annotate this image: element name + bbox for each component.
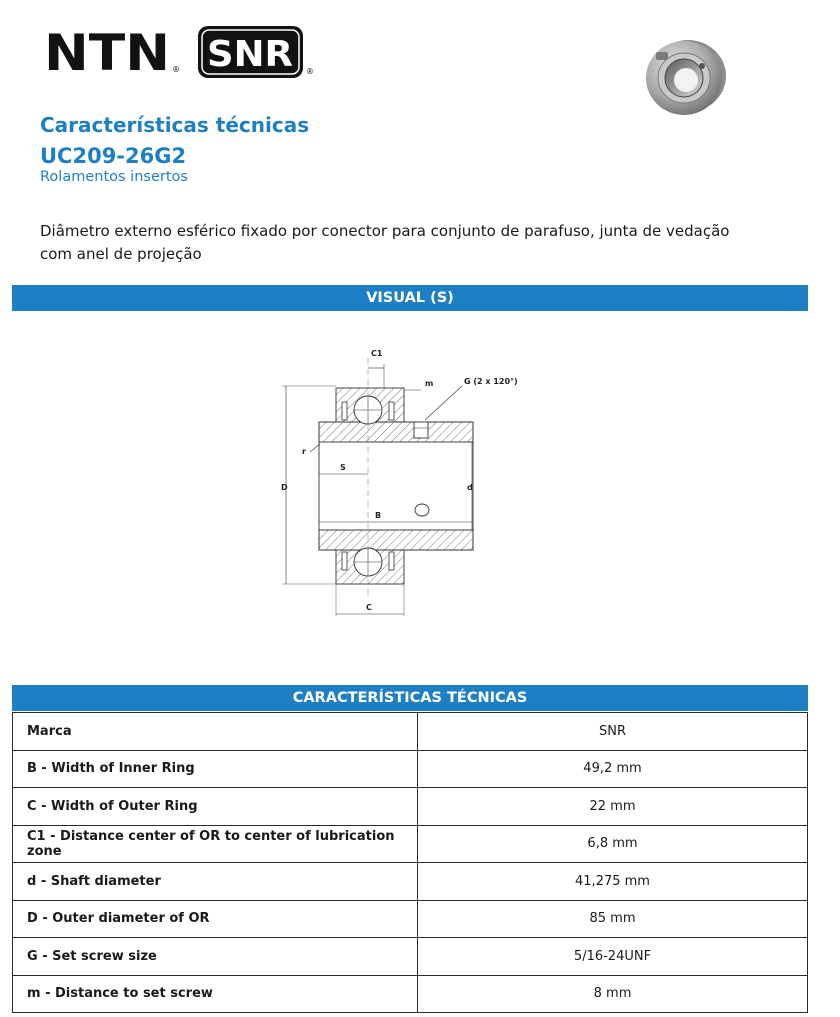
table-row — [13, 938, 808, 976]
model-number: UC209-26G2 — [40, 144, 187, 168]
table-row — [13, 900, 808, 938]
visual-section-header: VISUAL (S) — [12, 285, 808, 311]
ntn-logo — [44, 26, 182, 76]
specs-section-header: CARACTERÍSTICAS TÉCNICAS — [12, 685, 808, 711]
specs-table — [12, 712, 808, 1013]
spec-label: C - Width of Outer Ring — [13, 788, 418, 826]
spec-label: B - Width of Inner Ring — [13, 750, 418, 788]
dim-label-d: d — [467, 483, 473, 492]
spec-value: 85 mm — [418, 900, 808, 938]
svg-text:NTN: NTN — [44, 26, 170, 76]
spec-value: 8 mm — [418, 975, 808, 1013]
dim-label-r: r — [302, 447, 306, 456]
spec-value: 6,8 mm — [418, 825, 808, 863]
table-row — [13, 863, 808, 901]
svg-text:®: ® — [172, 65, 180, 74]
dim-label-c1: C1 — [371, 349, 383, 358]
svg-text:®: ® — [306, 67, 314, 76]
spec-value: 49,2 mm — [418, 750, 808, 788]
dim-label-g: G (2 x 120°) — [464, 377, 518, 386]
bearing-photo — [636, 36, 730, 122]
dim-label-c: C — [366, 603, 372, 612]
spec-label: d - Shaft diameter — [13, 863, 418, 901]
spec-label: Marca — [13, 713, 418, 751]
dim-label-b: B — [375, 511, 382, 520]
dim-label-s: S — [340, 463, 346, 472]
spec-label: C1 - Distance center of OR to center of lubrication zone — [13, 825, 418, 863]
product-category: Rolamentos insertos — [40, 169, 188, 185]
snr-logo — [197, 24, 317, 80]
dim-label-D: D — [281, 483, 288, 492]
table-row — [13, 825, 808, 863]
spec-label: m - Distance to set screw — [13, 975, 418, 1013]
dim-label-m: m — [425, 379, 434, 388]
table-row — [13, 975, 808, 1013]
table-row — [13, 713, 808, 751]
page-title: Características técnicas — [40, 113, 310, 137]
product-description: Diâmetro externo esférico fixado por conector para conjunto de parafuso, junta de vedação com anel de projeção — [40, 222, 730, 263]
technical-drawing — [272, 340, 532, 622]
spec-value: SNR — [418, 713, 808, 751]
table-row — [13, 788, 808, 826]
table-row — [13, 750, 808, 788]
spec-value: 41,275 mm — [418, 863, 808, 901]
spec-value: 5/16-24UNF — [418, 938, 808, 976]
spec-value: 22 mm — [418, 788, 808, 826]
spec-label: D - Outer diameter of OR — [13, 900, 418, 938]
spec-label: G - Set screw size — [13, 938, 418, 976]
svg-text:SNR: SNR — [207, 34, 293, 75]
